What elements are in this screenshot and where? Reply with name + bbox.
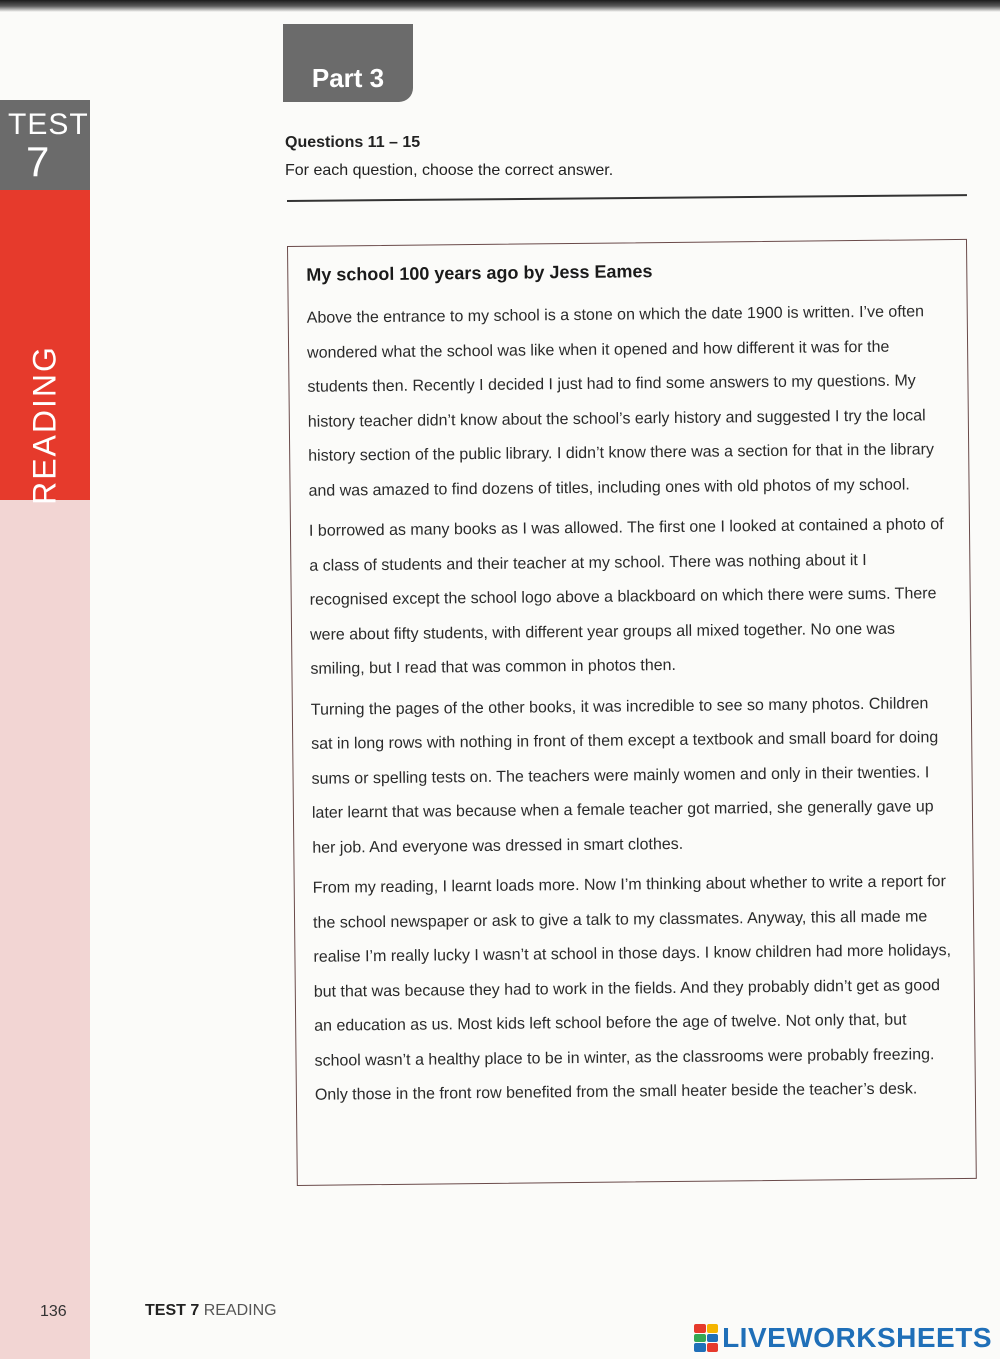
questions-instruction: For each question, choose the correct answer. [285,162,614,179]
brand-name: LIVEWORKSHEETS [722,1322,992,1353]
footer-section-label: READING [203,1302,277,1319]
divider-rule [287,194,967,201]
part-label: Part 3 [311,63,385,93]
article-paragraph: Above the entrance to my school is a stone on which the date 1900 is written. I’ve often wondered what the school was like when it opened and how different it was for the students then. Recently I decided I just had to find some answers to my questions. My history teacher didn’t know about the school’s early history and suggested I try the local history section of the public library. I didn’t know there was a section for that in the library and was amazed to find dozens of titles, including ones with old photos of my school. [306,303,935,500]
reading-passage-box [287,239,977,1186]
footer-label [145,1302,277,1320]
page-top-shadow [0,0,1000,12]
part-tab [283,24,413,102]
section-label: READING [26,345,63,505]
page-number: 136 [40,1303,67,1320]
test-number: 7 [26,138,50,185]
article-paragraph: Turning the pages of the other books, it was incredible to see so many photos. Children sat in long rows with nothing in front of them except a textbook and small board for doing sums or spelling tests on. The teachers were mainly women and only in their twenties. I later learnt that was because when a female teacher got married, she generally gave up her job. And everyone was dressed in smart clothes. [310,694,939,857]
article-title: My school 100 years ago by Jess Eames [306,261,653,285]
questions-heading: Questions 11 – 15 [285,134,421,151]
liveworksheets-logo [694,1322,992,1354]
article-paragraph: I borrowed as many books as I was allowed. The first one I looked at contained a photo of a class of students and their teacher at my school. There was nothing about it I recognised except the school logo above a blackboard on which there were sums. There were about fifty students, with different year groups all mixed together. No one was smiling, but I read that was common in photos then. [308,516,944,678]
liveworksheets-icon [694,1324,718,1352]
article-paragraph: From my reading, I learnt loads more. Now I’m thinking about whether to write a report for the school newspaper or ask to give a talk to my classmates. Anyway, this all made me realise I’m really lucky I wasn’t at school in those days. I know children had more holidays, but that was because they had to work in the fields. And they probably didn’t get as good an education as us. Most kids left school before the age of twelve. Not only that, but school wasn’t a healthy place to be in winter, as the classrooms were probably freezing. Only those in the front row benefited from the small heater beside the teacher’s desk. [312,873,952,1104]
footer-test-label: TEST 7 [145,1302,200,1319]
test-number-box [0,100,90,190]
test-word: TEST [8,108,89,141]
